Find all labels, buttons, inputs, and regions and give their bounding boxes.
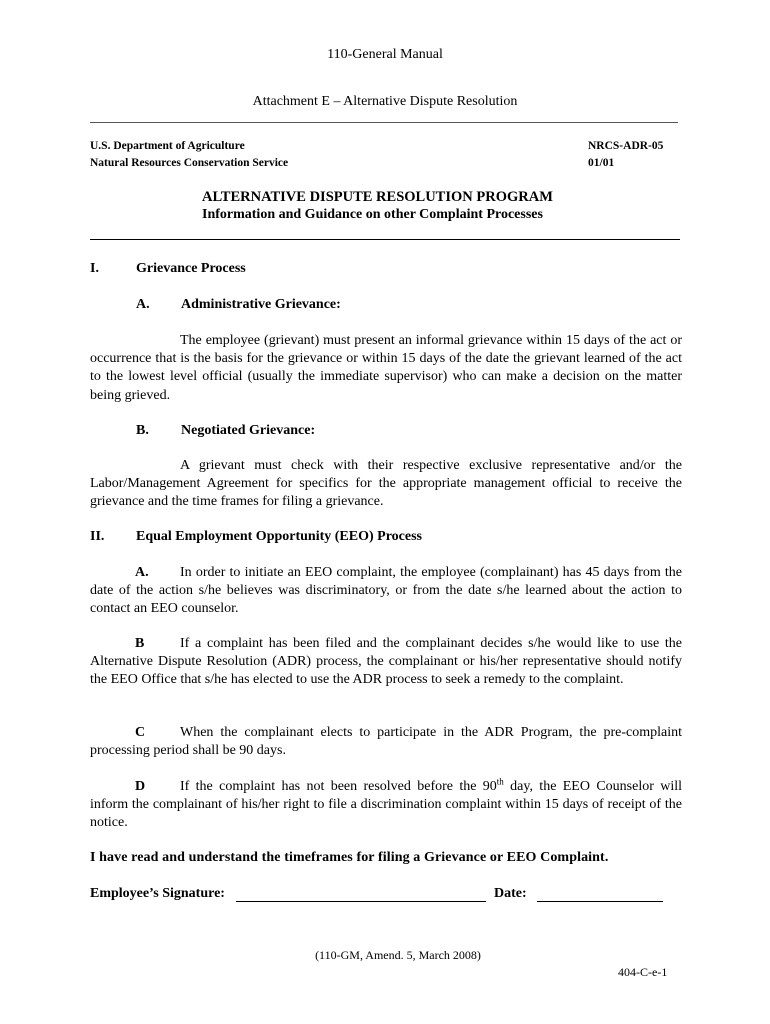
section-2a-text: A. In order to initiate an EEO complaint, the employee (complainant) has 45 days from the date of the action s/he believes was discriminatory, or from the date s/he learned about the action to contact an EEO counselor. (90, 565, 682, 617)
footer-amendment: (110-GM, Amend. 5, March 2008) (315, 948, 481, 962)
section-2b-label: B (135, 636, 145, 651)
section-2b-text: B If a complaint has been filed and the complainant decides s/he would like to use the Alternative Dispute Resolution (ADR) process, the complainant or his/her representative should notify the EEO Office that s/he has elected to use the ADR process to seek a remedy to the complaint. (90, 636, 682, 688)
section-1b-label: B. (136, 423, 149, 438)
section-2a-label: A. (135, 565, 149, 580)
section-2c-text: C When the complainant elects to participate in the ADR Program, the pre-complaint processing period shall be 90 days. (90, 725, 682, 759)
section-2-heading: Equal Employment Opportunity (EEO) Process (136, 529, 422, 544)
section-2-number: II. (90, 529, 105, 544)
section-2d-text: D If the complaint has not been resolved before the 90th day, the EEO Counselor will inform the complainant of his/her right to file a discrimination complaint within 15 days of receipt of the notice. (90, 776, 682, 831)
form-number: NRCS-ADR-05 (588, 140, 664, 152)
header-rule (90, 122, 678, 123)
agency-line-2: Natural Resources Conservation Service (90, 157, 289, 169)
section-2c-label: C (135, 725, 146, 740)
section-1-heading: Grievance Process (136, 261, 246, 276)
date-label: Date: (494, 886, 527, 901)
agency-line-1: U.S. Department of Agriculture (90, 140, 245, 152)
section-1a-label: A. (136, 297, 150, 312)
manual-title: 110-General Manual (327, 47, 443, 62)
date-field[interactable] (537, 887, 663, 902)
section-1a-text: The employee (grievant) must present an informal grievance within 15 days of the act or occurrence that is the basis for the grievance or within 15 days of the date the grievant learned of the act to the lowest level official (usually the immediate supervisor) who can make a decision on the matter being grieved. (90, 333, 682, 403)
employee-signature-field[interactable] (236, 887, 486, 902)
section-1-number: I. (90, 261, 99, 276)
employee-signature-label: Employee’s Signature: (90, 886, 225, 901)
section-2d-label: D (135, 779, 146, 794)
attachment-title: Attachment E – Alternative Dispute Resolution (252, 94, 518, 109)
section-1a-heading: Administrative Grievance: (181, 297, 341, 312)
acknowledgement-statement: I have read and understand the timeframes for filing a Grievance or EEO Complaint. (90, 850, 609, 865)
title-rule (90, 239, 680, 240)
document-subtitle: Information and Guidance on other Complaint Processes (202, 207, 543, 222)
section-1b-heading: Negotiated Grievance: (181, 423, 316, 438)
form-date: 01/01 (588, 157, 615, 169)
document-title: ALTERNATIVE DISPUTE RESOLUTION PROGRAM (202, 189, 553, 205)
page-number: 404-C-e-1 (618, 965, 668, 979)
section-1b-text: A grievant must check with their respective exclusive representative and/or the Labor/Management Agreement for specifics for the appropriate management official to receive the grievance and the time frames for filing a grievance. (90, 458, 682, 510)
